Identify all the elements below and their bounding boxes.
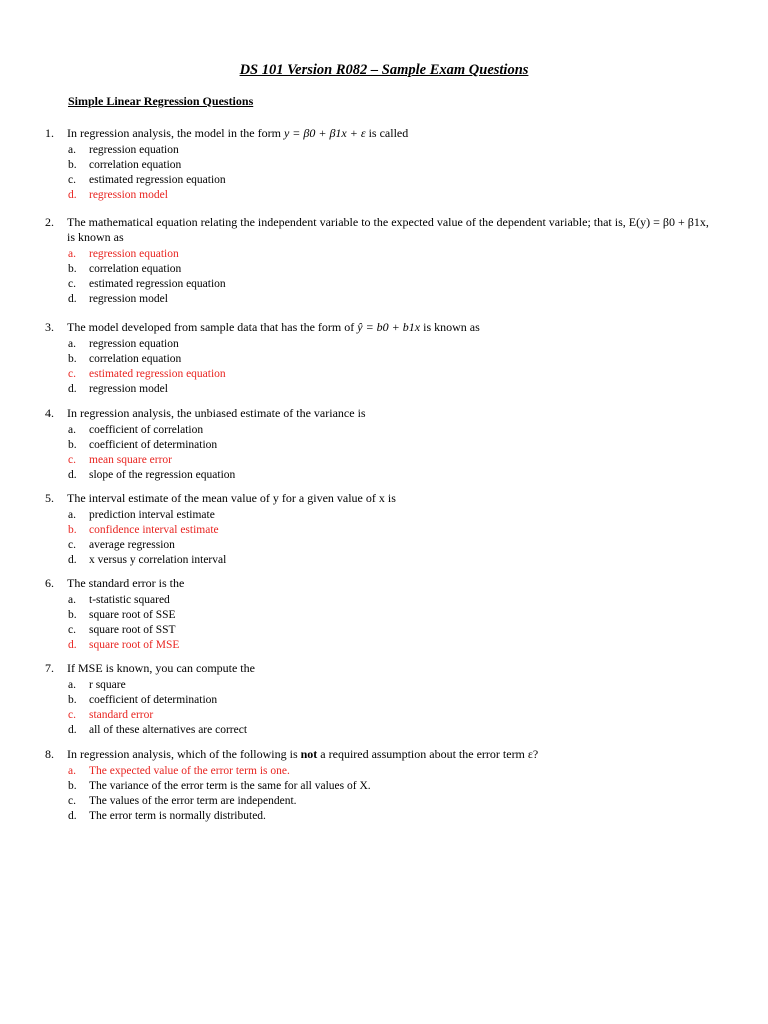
option-letter: d. <box>68 383 77 395</box>
answer-option <box>0 623 768 638</box>
option-letter: c. <box>68 368 76 380</box>
option-text: average regression <box>89 539 175 551</box>
option-text: correlation equation <box>89 159 182 171</box>
question-text-after: is known as <box>420 320 480 334</box>
answer-option <box>0 292 768 307</box>
option-text: regression equation <box>89 248 179 260</box>
question-3 <box>0 320 768 397</box>
answer-option <box>0 723 768 738</box>
answer-option <box>0 453 768 468</box>
answer-option <box>0 247 768 262</box>
answer-option <box>0 708 768 723</box>
option-text: square root of SSE <box>89 609 176 621</box>
option-letter: a. <box>68 679 76 691</box>
option-text: slope of the regression equation <box>89 469 236 481</box>
answer-options <box>0 764 768 824</box>
question-text <box>67 747 717 762</box>
option-text: mean square error <box>89 454 173 466</box>
question-text-before: In regression analysis, the model in the form <box>67 126 284 140</box>
option-text: t-statistic squared <box>89 594 170 606</box>
option-letter: c. <box>68 278 76 290</box>
option-letter: a. <box>68 509 76 521</box>
option-letter: a. <box>68 765 76 777</box>
question-text: If MSE is known, you can compute the <box>67 661 255 675</box>
option-letter: b. <box>68 263 77 275</box>
answer-option <box>0 337 768 352</box>
question-text-after: a required assumption about the error term ε? <box>317 747 539 761</box>
question-text: In regression analysis, the unbiased estimate of the variance is <box>67 406 366 420</box>
answer-option <box>0 538 768 553</box>
answer-option <box>0 764 768 779</box>
answer-option <box>0 593 768 608</box>
question-number: 7. <box>45 661 54 675</box>
option-text: square root of MSE <box>89 639 180 651</box>
answer-options <box>0 508 768 568</box>
option-text: all of these alternatives are correct <box>89 724 248 736</box>
option-letter: c. <box>68 539 76 551</box>
regression-model-formula: y = β0 + β1x + ε <box>283 126 366 140</box>
option-letter: d. <box>68 469 77 481</box>
option-text: estimated regression equation <box>89 278 226 290</box>
answer-options <box>0 423 768 483</box>
question-emphasis: not <box>300 747 318 761</box>
option-letter: a. <box>68 338 76 350</box>
answer-option <box>0 779 768 794</box>
option-text: x versus y correlation interval <box>89 554 227 566</box>
option-text: regression model <box>89 383 168 395</box>
question-text: The standard error is the <box>67 576 185 590</box>
answer-options <box>0 143 768 203</box>
option-letter: d. <box>68 724 77 736</box>
option-text: regression equation <box>89 144 179 156</box>
option-letter: d. <box>68 189 77 201</box>
option-text: prediction interval estimate <box>89 509 215 521</box>
option-text: coefficient of correlation <box>89 424 204 436</box>
option-letter: d. <box>68 554 77 566</box>
answer-option <box>0 367 768 382</box>
option-text: correlation equation <box>89 263 182 275</box>
question-7 <box>0 661 768 738</box>
option-letter: a. <box>68 594 76 606</box>
option-letter: c. <box>68 709 76 721</box>
option-letter: d. <box>68 810 77 822</box>
option-text: coefficient of determination <box>89 439 218 451</box>
question-8 <box>0 747 768 824</box>
option-text: The error term is normally distributed. <box>89 810 266 822</box>
question-text <box>67 320 717 335</box>
answer-option <box>0 693 768 708</box>
option-text: regression model <box>89 293 168 305</box>
answer-options <box>0 247 768 307</box>
option-letter: c. <box>68 174 76 186</box>
question-text: The interval estimate of the mean value of y for a given value of x is <box>67 491 396 505</box>
answer-option <box>0 508 768 523</box>
option-text: coefficient of determination <box>89 694 218 706</box>
option-text: correlation equation <box>89 353 182 365</box>
answer-option <box>0 468 768 483</box>
question-text <box>67 126 717 141</box>
question-6 <box>0 576 768 653</box>
option-letter: b. <box>68 524 77 536</box>
answer-option <box>0 608 768 623</box>
option-text: The expected value of the error term is one. <box>89 765 290 777</box>
option-letter: d. <box>68 639 77 651</box>
answer-option <box>0 173 768 188</box>
answer-option <box>0 382 768 397</box>
answer-option <box>0 188 768 203</box>
question-number: 4. <box>45 406 54 420</box>
option-letter: a. <box>68 424 76 436</box>
answer-option <box>0 438 768 453</box>
option-letter: b. <box>68 609 77 621</box>
option-text: estimated regression equation <box>89 174 226 186</box>
option-letter: b. <box>68 353 77 365</box>
question-4 <box>0 406 768 483</box>
answer-options <box>0 678 768 738</box>
option-letter: c. <box>68 624 76 636</box>
option-text: r square <box>89 679 126 691</box>
question-text-before: The model developed from sample data that has the form of <box>67 320 358 334</box>
document-title: DS 101 Version R082 – Sample Exam Questions <box>239 62 529 78</box>
option-text: regression model <box>89 189 168 201</box>
option-letter: c. <box>68 454 76 466</box>
answer-option <box>0 423 768 438</box>
option-text: confidence interval estimate <box>89 524 219 536</box>
question-number: 3. <box>45 320 54 334</box>
question-number: 1. <box>45 126 54 140</box>
option-text: The variance of the error term is the same for all values of X. <box>89 780 371 792</box>
option-text: standard error <box>89 709 154 721</box>
question-number: 5. <box>45 491 54 505</box>
option-letter: b. <box>68 439 77 451</box>
option-text: square root of SST <box>89 624 176 636</box>
answer-option <box>0 678 768 693</box>
answer-option <box>0 553 768 568</box>
option-letter: b. <box>68 780 77 792</box>
question-text-before: In regression analysis, which of the following is <box>67 747 301 761</box>
answer-option <box>0 794 768 809</box>
answer-option <box>0 143 768 158</box>
answer-options <box>0 337 768 397</box>
option-letter: a. <box>68 248 76 260</box>
question-number: 2. <box>45 215 54 229</box>
option-text: estimated regression equation <box>89 368 226 380</box>
option-letter: d. <box>68 293 77 305</box>
section-heading: Simple Linear Regression Questions <box>68 94 254 108</box>
answer-option <box>0 262 768 277</box>
answer-option <box>0 277 768 292</box>
question-text: The mathematical equation relating the independent variable to the expected value of the dependent variable; that is, E(y) = β0 + β1x, is known as <box>67 215 709 244</box>
option-letter: c. <box>68 795 76 807</box>
question-1 <box>0 126 768 203</box>
option-text: The values of the error term are independent. <box>89 795 297 807</box>
question-2 <box>0 215 768 307</box>
answer-option <box>0 158 768 173</box>
answer-option <box>0 523 768 538</box>
answer-option <box>0 638 768 653</box>
answer-options <box>0 593 768 653</box>
option-letter: b. <box>68 159 77 171</box>
question-number: 6. <box>45 576 54 590</box>
answer-option <box>0 809 768 824</box>
answer-option <box>0 352 768 367</box>
question-5 <box>0 491 768 568</box>
option-letter: b. <box>68 694 77 706</box>
estimated-equation-formula: ŷ = b0 + b1x <box>357 320 421 334</box>
option-text: regression equation <box>89 338 179 350</box>
option-letter: a. <box>68 144 76 156</box>
question-number: 8. <box>45 747 54 761</box>
question-text-after: is called <box>365 126 409 140</box>
